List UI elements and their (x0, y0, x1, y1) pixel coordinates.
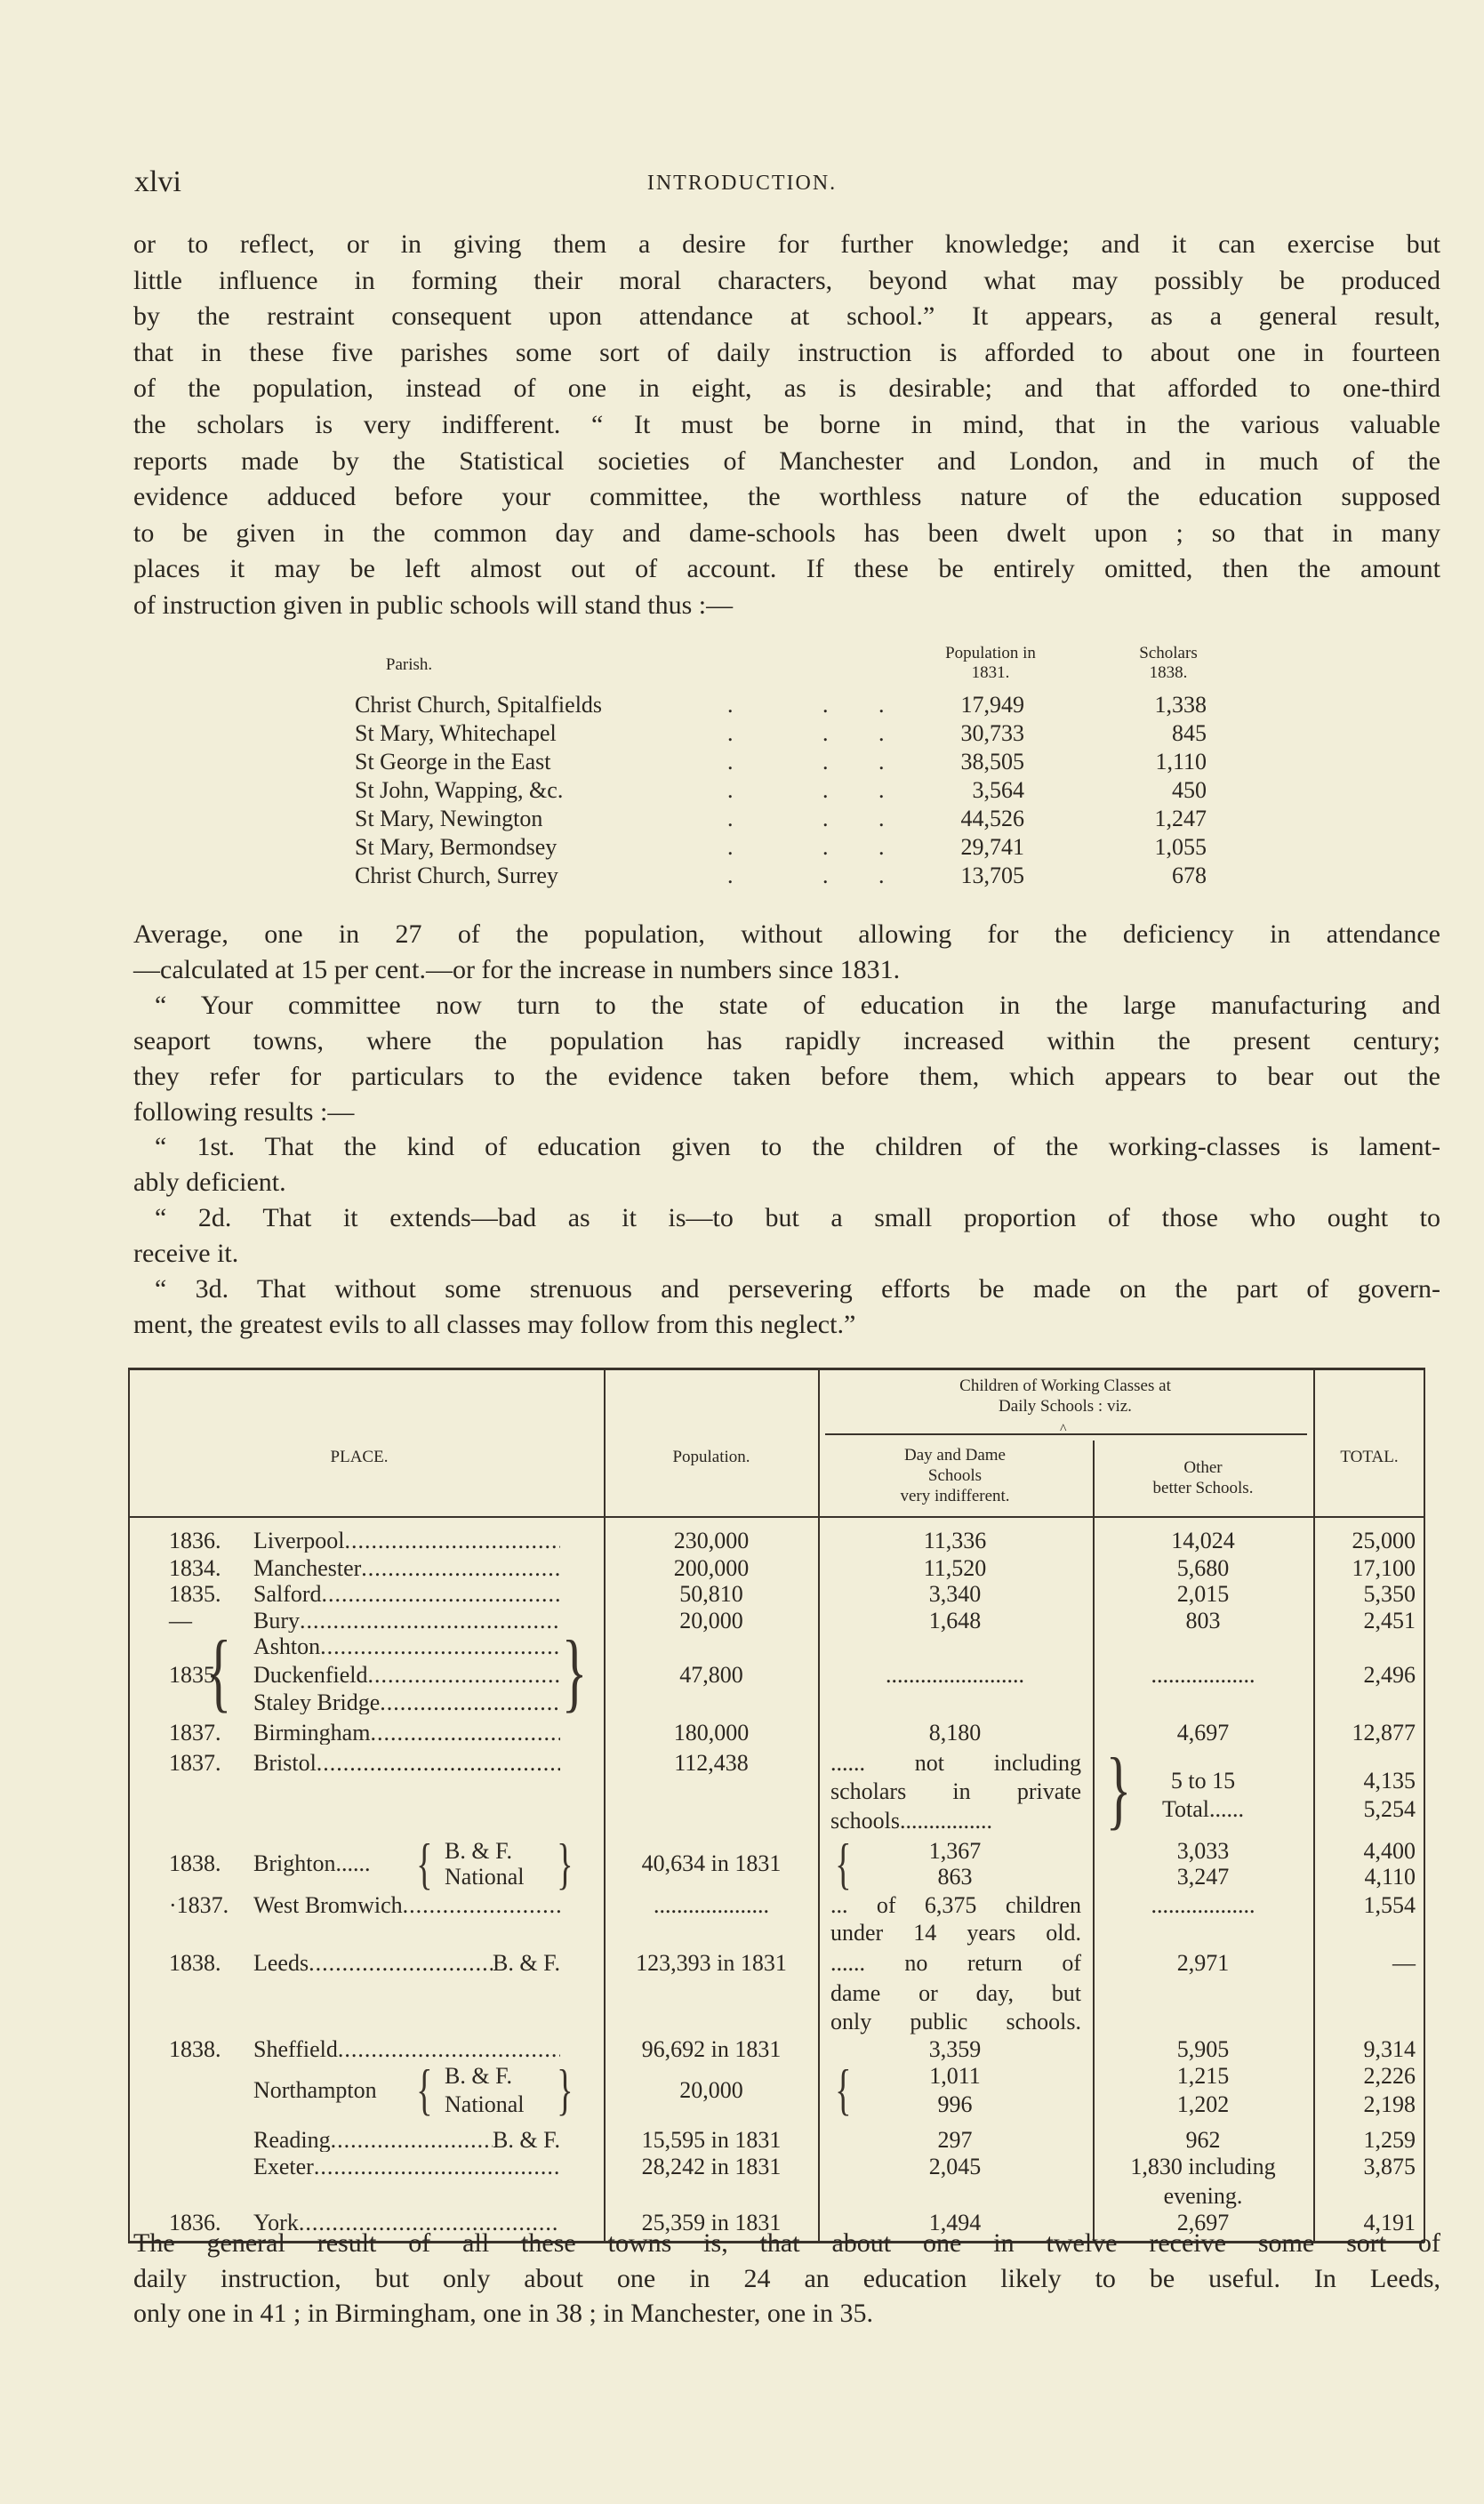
dot-leader: . (822, 720, 829, 746)
row-other: .................. (1151, 1892, 1255, 1918)
table-left-border (128, 1368, 130, 2243)
text-line: “ 3d. That without some strenuous and persevering efforts be made on the part of govern- (155, 1274, 1440, 1304)
text-line: ment, the greatest evils to all classes may follow from this neglect.” (133, 1309, 856, 1339)
text-line: of the population, instead of one in eight, as is desirable; and that afforded to one-third (133, 373, 1440, 404)
text-line: following results :— (133, 1096, 355, 1127)
dot-leader (320, 1635, 560, 1658)
parish-name: Christ Church, Spitalfields (355, 692, 603, 718)
text-line: “ Your committee now turn to the state of education in the large manufacturing and (155, 990, 1440, 1020)
row-other: 1,202 (1176, 2091, 1230, 2117)
row-place (253, 2129, 560, 2152)
row-total: 5,350 (1363, 1581, 1416, 1607)
text-line: places it may be left almost out of account. If these be entirely omitted, then the amount (133, 554, 1440, 584)
row-population: 47,800 (679, 1662, 743, 1688)
population-header-text: Population in (945, 644, 1036, 662)
dot-leader: . (727, 806, 734, 831)
dot-leader: . (822, 806, 829, 831)
row-day-dame-note: scholars in private (830, 1778, 1081, 1804)
row-other: 5,680 (1176, 1555, 1230, 1581)
row-population: 96,692 in 1831 (641, 2036, 782, 2062)
row-day-dame: 3,340 (928, 1581, 982, 1607)
place-name: Bristol (253, 1752, 317, 1775)
dot-leader (322, 1583, 560, 1606)
place-name: West Bromwich (253, 1894, 403, 1917)
place-name: Exeter (253, 2155, 314, 2179)
text-line: daily instruction, but only about one in 24 an education likely to be useful. In Leeds, (133, 2263, 1440, 2293)
dot-leader: . (727, 692, 734, 718)
row-day-dame: 1,011 (929, 2063, 981, 2089)
text-line: only one in 41 ; in Birmingham, one in 38 ; in Manchester, one in 35. (133, 2299, 874, 2328)
parish-population: 17,949 (960, 692, 1024, 718)
dot-leader: . (727, 834, 734, 860)
dot-leader: . (878, 749, 885, 774)
col-header-other (1153, 1458, 1254, 1499)
text-line: “ 2d. That it extends—bad as it is—to but a small proportion of those who ought to (155, 1203, 1440, 1233)
row-day-dame: 1,648 (928, 1608, 982, 1633)
place-name: Leeds (253, 1952, 309, 1975)
row-year: 1837. (169, 1750, 221, 1776)
place-society: B. & F. (493, 2129, 560, 2152)
place-name: Birmingham (253, 1722, 371, 1745)
dot-leader (314, 2155, 560, 2179)
parish-name: St Mary, Whitechapel (355, 720, 557, 746)
place-name: Duckenfield (253, 1664, 368, 1687)
row-population: 112,438 (674, 1750, 749, 1776)
row-population: 40,634 in 1831 (641, 1850, 782, 1876)
page-number: xlvi (134, 165, 181, 198)
row-total: — (1392, 1950, 1416, 1976)
row-other: 803 (1185, 1608, 1221, 1633)
text-line: or to reflect, or in giving them a desire for further knowledge; and it can exercise but (133, 229, 1440, 259)
row-total: 2,198 (1363, 2091, 1416, 2117)
row-year: 1834. (169, 1555, 221, 1581)
row-year: 1835. (169, 1662, 221, 1688)
place-name: Ashton (253, 1635, 321, 1658)
row-population: 20,000 (679, 2077, 743, 2103)
parish-name: St Mary, Newington (355, 806, 543, 831)
row-other: 5 to 15 (1170, 1768, 1236, 1794)
row-population: 15,595 in 1831 (641, 2127, 782, 2153)
row-day-dame-note: dame or day, but (830, 1980, 1081, 2006)
row-place (253, 1664, 560, 1687)
row-day-dame-note: ... of 6,375 children (830, 1892, 1081, 1918)
row-society: National (445, 2091, 525, 2117)
other-header-line: Other (1183, 1458, 1223, 1477)
row-total: 1,554 (1363, 1892, 1416, 1918)
dot-leader: . (727, 720, 734, 746)
col-header-total: TOTAL. (1340, 1448, 1399, 1466)
scholars-header-text: Scholars (1139, 644, 1198, 662)
place-name: Bury (253, 1609, 300, 1633)
row-other: 2,697 (1176, 2210, 1230, 2235)
dot-leader (403, 1894, 560, 1917)
row-society: B. & F. (445, 2063, 512, 2089)
parish-population: 29,741 (960, 834, 1024, 860)
row-place (253, 1557, 560, 1580)
row-year: — (169, 1608, 192, 1633)
dot-leader: . (878, 834, 885, 860)
right-brace: } (1105, 1739, 1132, 1838)
row-other: Total...... (1161, 1796, 1245, 1822)
dot-leader: . (878, 692, 885, 718)
row-place (253, 1609, 560, 1633)
dot-leader: . (822, 863, 829, 888)
row-other: 962 (1185, 2127, 1221, 2153)
dot-leader: . (727, 749, 734, 774)
text-line: seaport towns, where the population has rapidly increased within the present century; (133, 1025, 1440, 1055)
group-header-line: Daily Schools : viz. (999, 1396, 1132, 1416)
row-other: 1,215 (1176, 2063, 1230, 2089)
col-header-group (959, 1376, 1171, 1417)
column-divider (604, 1368, 606, 2243)
row-population: 200,000 (673, 1555, 750, 1581)
row-total: 3,875 (1363, 2154, 1416, 2179)
row-place (253, 1952, 560, 1975)
row-day-dame: 863 (937, 1864, 973, 1890)
place-name: Liverpool (253, 1529, 345, 1553)
place-name: Salford (253, 1583, 322, 1606)
row-other: 14,024 (1171, 1528, 1235, 1553)
parish-name: St John, Wapping, &c. (355, 777, 564, 803)
other-header-line: better Schools. (1152, 1478, 1254, 1497)
parish-scholars: 845 (1172, 720, 1207, 746)
col-header-scholars (1139, 644, 1197, 683)
row-year: 1838. (169, 1950, 221, 1976)
row-place (253, 1722, 560, 1745)
row-other: 5,905 (1176, 2036, 1230, 2062)
dot-leader (338, 2038, 560, 2061)
parish-population: 44,526 (960, 806, 1024, 831)
row-total: 12,877 (1352, 1720, 1416, 1746)
parish-scholars: 678 (1172, 863, 1207, 888)
parish-scholars: 450 (1172, 777, 1207, 803)
text-line: the scholars is very indifferent. “ It must be borne in mind, that in the various valuable (133, 410, 1440, 439)
parish-population: 38,505 (960, 749, 1024, 774)
dot-leader: . (878, 863, 885, 888)
row-society: B. & F. (445, 1838, 512, 1864)
dot-leader: . (878, 806, 885, 831)
col-header-day-dame (900, 1446, 1009, 1506)
row-day-dame: 2,045 (928, 2154, 982, 2179)
dot-leader: . (822, 692, 829, 718)
col-header-population (945, 644, 1036, 683)
row-population: 123,393 in 1831 (636, 1950, 787, 1976)
row-other: 2,971 (1176, 1950, 1230, 1976)
place-name: York (253, 2211, 299, 2235)
row-total: 2,496 (1363, 1662, 1416, 1688)
dot-leader: . (878, 777, 885, 803)
dot-leader (300, 1609, 560, 1633)
dot-leader: . (822, 834, 829, 860)
parish-population: 3,564 (972, 777, 1024, 803)
left-brace: { (416, 2058, 433, 2121)
parish-name: St Mary, Bermondsey (355, 834, 558, 860)
row-year: 1836. (169, 2210, 221, 2235)
row-place (253, 2038, 560, 2061)
row-day-dame: 1,367 (928, 1838, 982, 1864)
place-name: Reading (253, 2129, 331, 2152)
text-line: that in these five parishes some sort of daily instruction is afforded to about one in fourteen (133, 337, 1440, 367)
row-other: 3,033 (1176, 1838, 1230, 1864)
row-total: 1,259 (1363, 2127, 1416, 2153)
row-place (253, 1691, 560, 1714)
dot-leader: . (878, 720, 885, 746)
dot-leader (380, 1691, 560, 1714)
place-name: Staley Bridge (253, 1691, 381, 1714)
dot-leader: . (822, 749, 829, 774)
right-brace: } (561, 1622, 588, 1721)
column-divider (1093, 1441, 1095, 2243)
text-line: receive it. (133, 1239, 239, 1269)
row-day-dame-note: ...... no return of (830, 1950, 1081, 1976)
dot-leader (345, 1529, 560, 1553)
row-day-dame-note: only public schools. (830, 2009, 1081, 2034)
parish-scholars: 1,110 (1155, 749, 1207, 774)
row-total: 2,451 (1363, 1608, 1416, 1633)
row-year: 1835. (169, 1581, 221, 1607)
row-year: 1838. (169, 2036, 221, 2062)
text-line: reports made by the Statistical societies of Manchester and London, and in much of the (133, 445, 1440, 476)
place-header-text: PLACE. (330, 1448, 389, 1466)
text-line: The general result of all these towns is, that about one in twelve receive some sort of (133, 2228, 1440, 2258)
row-year: ·1837. (169, 1892, 229, 1918)
parish-name: St George in the East (355, 749, 551, 774)
left-brace: { (835, 1832, 852, 1895)
text-line: evidence adduced before your committee, the worthless nature of the education supposed (133, 482, 1440, 512)
dot-leader: . (822, 777, 829, 803)
text-line: of instruction given in public schools will stand thus :— (133, 590, 734, 620)
table-right-border (1424, 1368, 1425, 2243)
text-line: to be given in the common day and dame-schools has been dwelt upon ; so that in many (133, 518, 1440, 548)
row-population: 50,810 (679, 1581, 743, 1607)
row-place (253, 2155, 560, 2179)
row-population: 28,242 in 1831 (641, 2154, 782, 2179)
left-brace: { (835, 2058, 852, 2121)
row-day-dame-note: under 14 years old. (830, 1920, 1081, 1946)
dot-leader (361, 1557, 560, 1580)
dot-leader (309, 1952, 493, 1975)
row-place (253, 1894, 560, 1917)
row-year: 1837. (169, 1720, 221, 1746)
dot-leader: . (727, 777, 734, 803)
row-other: 2,015 (1176, 1581, 1230, 1607)
row-total: 4,110 (1364, 1864, 1416, 1890)
row-total: 4,135 (1363, 1768, 1416, 1794)
row-year: 1836. (169, 1528, 221, 1553)
parish-population: 13,705 (960, 863, 1024, 888)
scholars-header-year: 1838. (1149, 662, 1188, 682)
row-society: National (445, 1864, 525, 1890)
group-brace-tip: ^ (1060, 1422, 1067, 1437)
day-header-line: Day and Dame (904, 1446, 1006, 1465)
row-day-dame-note: ...... not including (830, 1750, 1081, 1776)
row-other: 3,247 (1176, 1864, 1230, 1890)
col-header-parish: Parish. (385, 655, 433, 674)
row-total: 5,254 (1363, 1796, 1416, 1822)
row-day-dame: 11,336 (923, 1528, 987, 1553)
row-place (253, 1529, 560, 1553)
place-name: Manchester (253, 1557, 362, 1580)
text-line: by the restraint consequent upon attendance at school.” It appears, as a general result, (133, 301, 1440, 332)
parish-population: 30,733 (960, 720, 1024, 746)
right-brace: } (557, 2058, 574, 2121)
column-divider (818, 1368, 820, 2243)
row-population: 180,000 (673, 1720, 750, 1746)
group-header-line: Children of Working Classes at (959, 1376, 1171, 1395)
row-population: 20,000 (679, 1608, 743, 1633)
row-day-dame: ........................ (886, 1662, 1024, 1688)
row-total: 25,000 (1352, 1528, 1416, 1553)
row-total: 4,400 (1363, 1838, 1416, 1864)
row-other: 4,697 (1176, 1720, 1230, 1746)
row-population: 230,000 (673, 1528, 750, 1553)
text-line: Average, one in 27 of the population, without allowing for the deficiency in attendance (133, 919, 1440, 949)
dot-leader (317, 1752, 560, 1775)
row-other: .................. (1151, 1662, 1255, 1688)
row-population: .................... (654, 1892, 769, 1918)
place-name: Sheffield (253, 2038, 338, 2061)
row-total: 4,191 (1363, 2210, 1416, 2235)
running-title: INTRODUCTION. (646, 172, 838, 195)
row-place: Northampton (253, 2077, 377, 2103)
table-header-rule (128, 1516, 1424, 1518)
text-line: —calculated at 15 per cent.—or for the increase in numbers since 1831. (133, 954, 901, 984)
row-year: 1838. (169, 1850, 221, 1876)
table-top-rule (128, 1368, 1424, 1370)
row-total: 17,100 (1352, 1555, 1416, 1581)
left-brace: { (416, 1832, 433, 1895)
text-line: they refer for particulars to the evidence taken before them, which appears to bear out the (133, 1061, 1440, 1091)
parish-name: Christ Church, Surrey (355, 863, 558, 888)
left-brace: { (205, 1622, 232, 1721)
row-day-dame: 11,520 (923, 1555, 987, 1581)
day-header-line: Schools (927, 1465, 983, 1485)
text-line: ably deficient. (133, 1168, 286, 1198)
row-day-dame: 1,494 (928, 2210, 982, 2235)
parish-scholars: 1,338 (1154, 692, 1207, 718)
dot-leader (370, 1722, 560, 1745)
parish-scholars: 1,247 (1154, 806, 1207, 831)
col-header-population: Population. (672, 1448, 750, 1466)
dot-leader (331, 2129, 493, 2152)
row-total: 2,226 (1363, 2063, 1416, 2089)
place-society: B. & F. (493, 1952, 560, 1975)
row-place (253, 1583, 560, 1606)
dot-leader: . (727, 863, 734, 888)
row-place (253, 1635, 560, 1658)
row-day-dame: 297 (937, 2127, 973, 2153)
dot-leader (368, 1664, 560, 1687)
row-population: 25,359 in 1831 (641, 2210, 782, 2235)
row-place: Brighton...... (253, 1850, 371, 1876)
row-other: 1,830 including (1130, 2154, 1276, 2179)
text-line: “ 1st. That the kind of education given to the children of the working-classes is lament- (155, 1132, 1440, 1162)
row-place (253, 1752, 560, 1775)
day-header-line: very indifferent. (900, 1486, 1010, 1505)
row-other: evening. (1163, 2183, 1243, 2209)
row-day-dame: 996 (937, 2091, 973, 2117)
population-header-year: 1831. (971, 662, 1010, 682)
row-total: 9,314 (1363, 2036, 1416, 2062)
row-day-dame-note: schools................ (830, 1808, 992, 1834)
text-line: little influence in forming their moral characters, beyond what may possibly be produced (133, 265, 1440, 295)
right-brace: } (557, 1832, 574, 1895)
parish-scholars: 1,055 (1154, 834, 1207, 860)
column-divider (1313, 1368, 1315, 2243)
row-day-dame: 8,180 (928, 1720, 982, 1746)
row-day-dame: 3,359 (928, 2036, 982, 2062)
